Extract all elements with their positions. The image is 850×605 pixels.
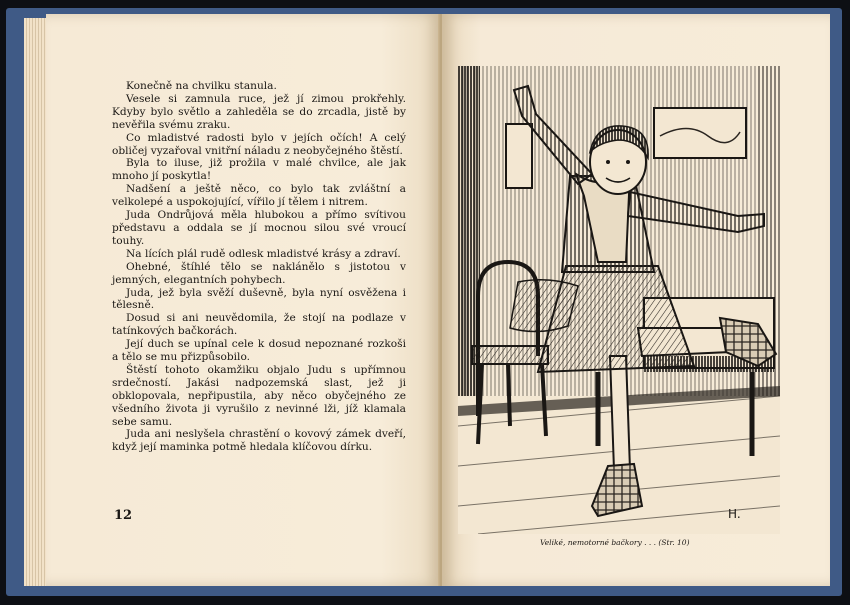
paragraph: Nadšení a ještě něco, co bylo tak zvláštní a velkolepé a uspokojující, vířilo jí tělem i nitrem. [112, 183, 406, 209]
paragraph: Konečně na chvilku stanula. [126, 80, 277, 92]
paragraph: Dosud si ani neuvědomila, že stojí na podlaze v tatínkových bačkorách. [112, 312, 406, 338]
left-page-text [112, 80, 406, 454]
paragraph: Juda, jež byla svěží duševně, byla nyní osvěžena i tělesně. [112, 286, 406, 312]
paragraph: Štěstí tohoto okamžiku objalo Judu s upřímnou srdečností. Jakási nadpozemská slast, jež ji obklopovala, nepřipustila, aby něco obyčejného ze všedního života ji vyrušilo z nevinné lži, jíž klamala sebe samu. [112, 363, 406, 428]
paragraph: Vesele si zamnula ruce, jež jí zimou prokřehly. Kdyby bylo světlo a zahleděla se do zrcadla, jistě by nevěřila svému zraku. [112, 92, 406, 131]
paragraph: Na lících plál rudě odlesk mladistvé krásy a zdraví. [126, 247, 401, 260]
illustrator-signature: H. [728, 507, 741, 521]
page-number: 12 [114, 508, 133, 523]
paragraph: Její duch se upínal cele k dosud nepoznané rozkoši a tělo se mu přizpůsobilo. [112, 338, 406, 364]
paragraph: Co mladistvé radosti bylo v jejích očích! A celý obličej vyzařoval vnitřní náladu z neobyčejného štěstí. [112, 131, 406, 157]
paragraph: Ohebné, štíhlé tělo se naklánělo s jistotou v jemných, elegantních pohybech. [112, 260, 406, 286]
illustration-caption: Veliké, nemotorné bačkory . . . (Str. 10) [540, 538, 690, 547]
paragraph: Juda ani neslyšela chrastění o kovový zámek dveří, když její maminka potmě hledala klíčovou dírku. [112, 428, 406, 454]
paragraph: Byla to iluse, již prožila v malé chvilce, ale jak mnoho jí poskytla! [112, 157, 406, 183]
illustration-dancing-girl [458, 66, 780, 534]
paragraph: Juda Ondrůjová měla hlubokou a přímo svítivou představu a oddala se jí mocnou silou své vroucí touhy. [112, 209, 406, 247]
